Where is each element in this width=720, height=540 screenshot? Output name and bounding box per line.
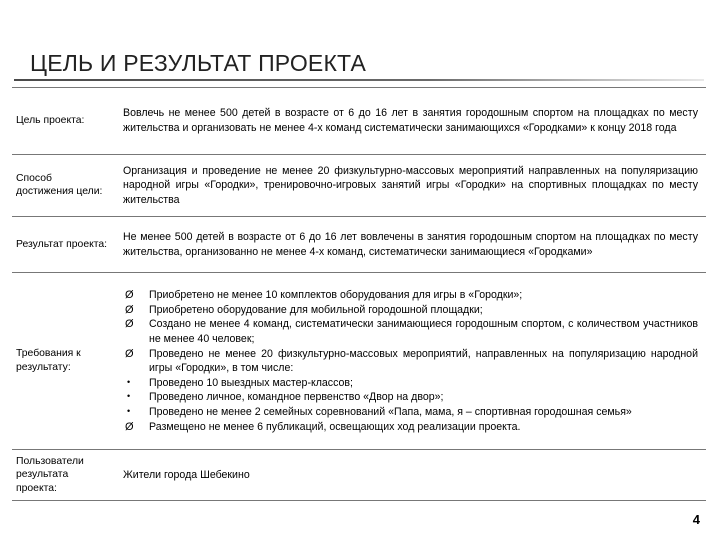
row-label-method: Способ достижения цели: xyxy=(12,154,117,217)
row-label-requirements: Требования к результату: xyxy=(12,272,117,450)
row-text-method: Организация и проведение не менее 20 физкультурно-массовых мероприятий направленных на популяризацию народной игры «Городки», тренировочно-игровых занятий игры «Городки» на спортивных площадках по месту жительства xyxy=(117,154,706,217)
dot-bullet-icon: • xyxy=(127,405,131,416)
row-requirements xyxy=(117,272,706,450)
row-label-users: Пользователи результата проекта: xyxy=(12,450,117,501)
table-row xyxy=(12,217,706,273)
arrow-bullet-icon: Ø xyxy=(125,347,134,360)
title-underline xyxy=(14,79,704,81)
list-item xyxy=(123,390,698,405)
list-item-text: Проведено не менее 20 физкультурно-массовых мероприятий, направленных на популяризацию народной игры «Городки», в том числе: xyxy=(149,347,698,375)
requirements-list xyxy=(123,288,698,434)
list-item-text: Приобретено не менее 10 комплектов оборудования для игры в «Городки»; xyxy=(149,289,523,302)
list-item xyxy=(123,347,698,376)
arrow-bullet-icon: Ø xyxy=(125,420,134,433)
arrow-bullet-icon: Ø xyxy=(125,318,134,331)
list-item xyxy=(123,420,698,435)
row-text-users: Жители города Шебекино xyxy=(117,450,706,501)
list-item xyxy=(123,317,698,346)
project-table xyxy=(12,87,706,501)
row-label-result: Результат проекта: xyxy=(12,217,117,273)
row-text-result: Не менее 500 детей в возрасте от 6 до 16 лет вовлечены в занятия городошным спортом на площадках по месту жительства, организованно не менее 4-х команд, систематически занимающиеся «Городками» xyxy=(117,217,706,273)
table-row xyxy=(12,450,706,501)
list-item-text: Приобретено оборудование для мобильной городошной площадки; xyxy=(149,303,483,316)
table-row xyxy=(12,88,706,155)
row-label-goal: Цель проекта: xyxy=(12,88,117,155)
list-item-text: Размещено не менее 6 публикаций, освещающих ход реализации проекта. xyxy=(149,420,521,433)
table-row xyxy=(12,154,706,217)
list-item xyxy=(123,303,698,318)
slide-title: ЦЕЛЬ И РЕЗУЛЬТАТ ПРОЕКТА xyxy=(30,50,367,76)
list-item xyxy=(123,405,698,420)
list-item-text: Проведено 10 выездных мастер-классов; xyxy=(149,376,353,389)
arrow-bullet-icon: Ø xyxy=(125,303,134,316)
row-text-goal: Вовлечь не менее 500 детей в возрасте от 6 до 16 лет в занятия городошным спортом на площадках по месту жительства и организовать не менее 4-х команд систематически занимающихся «Городками» к концу 2018 года xyxy=(117,88,706,155)
list-item-text: Проведено не менее 2 семейных соревнований «Папа, мама, я – спортивная городошная семья» xyxy=(149,405,632,418)
page-number: 4 xyxy=(692,512,700,527)
table-row xyxy=(12,272,706,450)
list-item-text: Проведено личное, командное первенство «Двор на двор»; xyxy=(149,391,444,404)
dot-bullet-icon: • xyxy=(127,391,131,402)
list-item-text: Создано не менее 4 команд, систематически занимающиеся городошным спортом, с количеством участников не менее 40 человек; xyxy=(149,318,698,345)
list-item xyxy=(123,376,698,391)
list-item xyxy=(123,288,698,303)
dot-bullet-icon: • xyxy=(127,376,131,387)
arrow-bullet-icon: Ø xyxy=(125,289,134,302)
